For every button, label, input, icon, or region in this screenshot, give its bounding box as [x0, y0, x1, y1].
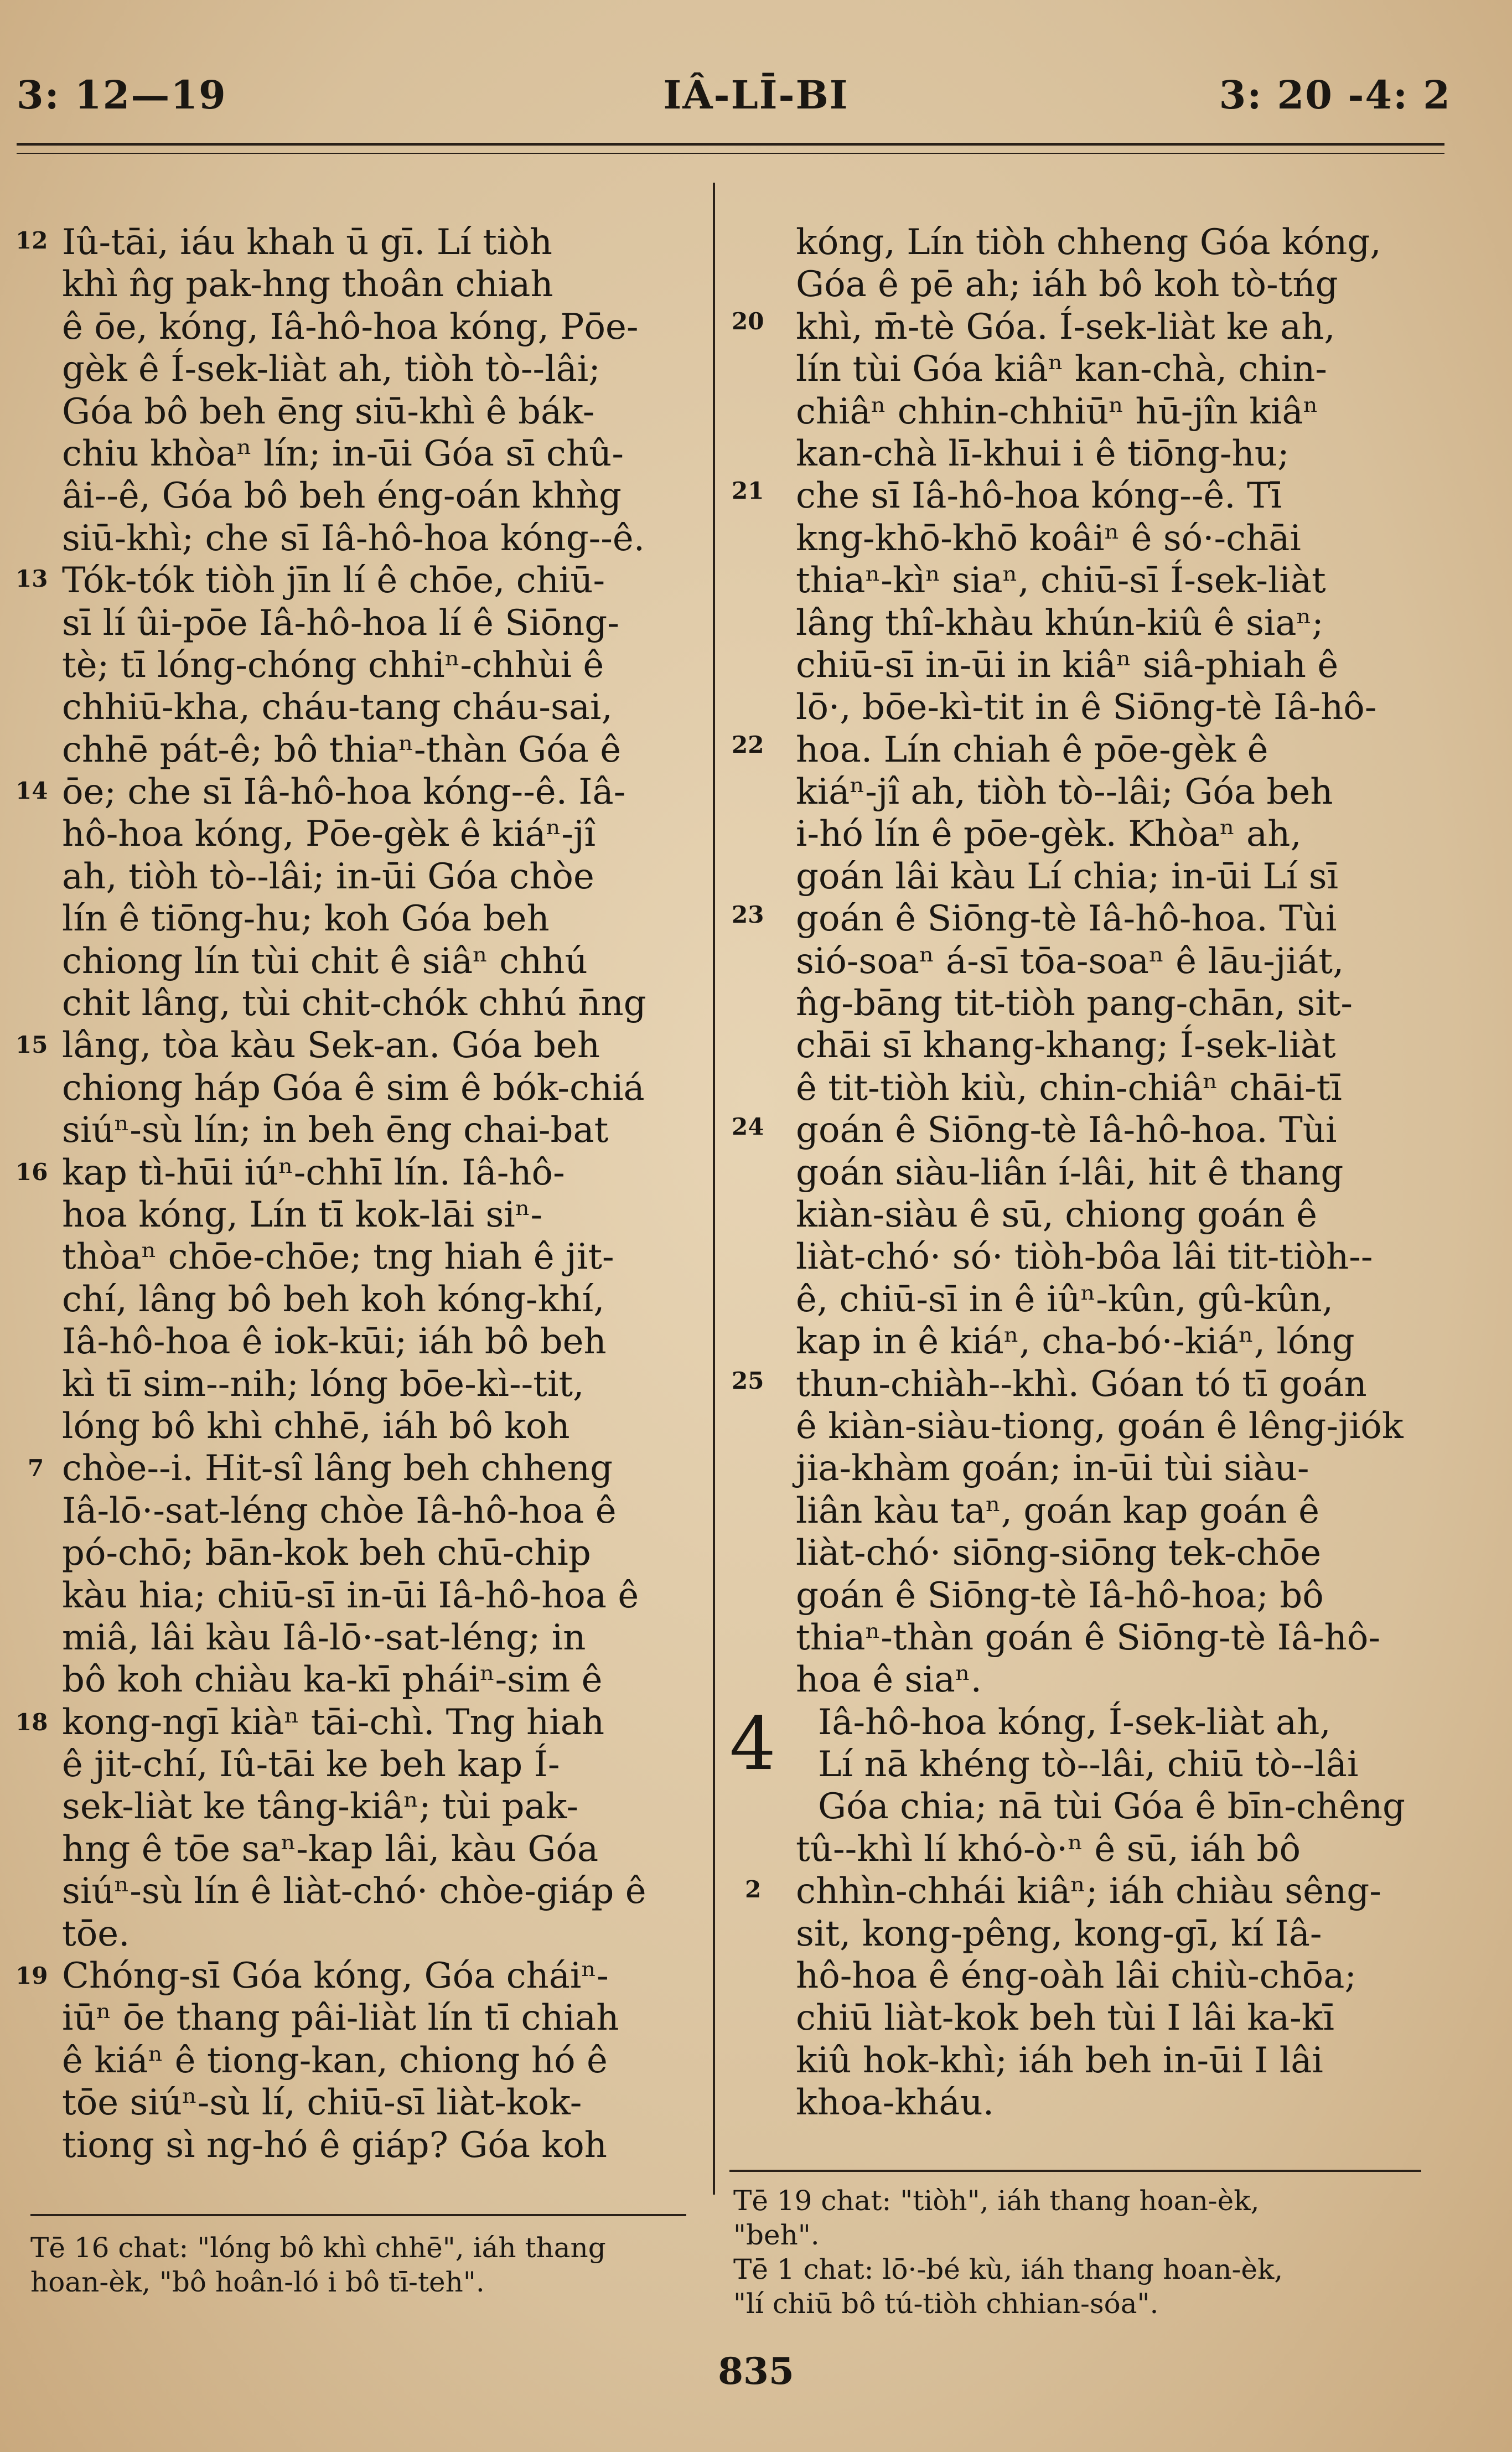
footnotes-right	[733, 2184, 1283, 2321]
text-line: khoa-kháu.	[796, 2082, 995, 2124]
text-line: âi--ê, Góa bô beh éng-oán khǹg	[62, 475, 622, 517]
text-line: kap tì-hūi iúⁿ-chhī lín. Iâ-hô-	[62, 1152, 565, 1193]
text-line: thiaⁿ-kìⁿ siaⁿ, chiū-sī Í-sek-liàt	[796, 560, 1326, 602]
text-line: kiàn-siàu ê sū, chiong goán ê	[796, 1194, 1317, 1235]
text-line: gèk ê Í-sek-liàt ah, tiòh tò--lâi;	[62, 349, 600, 390]
text-line: tiong sì ng-hó ê giáp? Góa koh	[62, 2124, 607, 2166]
text-line: Iâ-hô-hoa ê iok-kūi; iáh bô beh	[62, 1321, 607, 1363]
text-line: lō·, bōe-kì-tit in ê Siōng-tè Iâ-hô-	[796, 687, 1377, 728]
text-line: tōe.	[62, 1913, 130, 1954]
verse-number: 18	[15, 1709, 48, 1736]
verse-number: 22	[732, 731, 764, 758]
footnote-rule-left	[30, 2214, 686, 2216]
text-line: siū-khì; che sī Iâ-hô-hoa kóng--ê.	[62, 518, 645, 559]
footnote-line: "beh".	[733, 2219, 820, 2251]
text-line: thòaⁿ chōe-chōe; tng hiah ê jit-	[62, 1237, 614, 1278]
right-text-column	[796, 221, 1405, 2124]
text-line: chhē pát-ê; bô thiaⁿ-thàn Góa ê	[62, 729, 622, 770]
footnotes-left	[30, 2231, 606, 2299]
text-line: ê kiàn-siàu-tiong, goán ê lêng-jiók	[796, 1405, 1404, 1447]
text-line: hoa. Lín chiah ê pōe-gèk ê	[796, 729, 1268, 770]
left-text-column	[62, 221, 646, 2166]
column-divider	[713, 183, 715, 2195]
chapter-number: 4	[729, 1701, 776, 1787]
text-line: lâng thî-khàu khún-kiû ê siaⁿ;	[796, 602, 1324, 644]
text-line: Góa bô beh ēng siū-khì ê bák-	[62, 391, 595, 432]
text-line: kan-chà lī-khui i ê tiōng-hu;	[796, 433, 1290, 474]
footnote-line: hoan-èk, "bô hoân-ló i bô tī-teh".	[30, 2266, 485, 2298]
verse-number: 25	[732, 1367, 764, 1394]
text-line: chiâⁿ chhin-chhiūⁿ hū-jîn kiâⁿ	[796, 391, 1319, 432]
text-line: bô koh chiàu ka-kī pháiⁿ-sim ê	[62, 1659, 603, 1701]
text-line: Iû-tāi, iáu khah ū gī. Lí tiòh	[62, 222, 552, 263]
text-line: tû--khì lí khó-ò·ⁿ ê sū, iáh bô	[796, 1828, 1301, 1870]
text-line: jia-khàm goán; in-ūi tùi siàu-	[796, 1448, 1309, 1489]
header-rule	[17, 143, 1444, 146]
text-line: n̂g-bāng tit-tiòh pang-chān, sit-	[796, 983, 1353, 1025]
header-rule-thin	[17, 153, 1444, 154]
text-line: Iâ-hô-hoa kóng, Í-sek-liàt ah,	[818, 1701, 1331, 1743]
verse-number: 7	[28, 1455, 44, 1482]
text-line: Iâ-lō·-sat-léng chòe Iâ-hô-hoa ê	[62, 1490, 617, 1532]
text-line: liàt-chó· só· tiòh-bôa lâi tit-tiòh--	[796, 1237, 1373, 1278]
text-line: pó-chō; bān-kok beh chū-chip	[62, 1533, 591, 1574]
text-line: lóng bô khì chhē, iáh bô koh	[62, 1405, 570, 1447]
text-line: chhiū-kha, cháu-tang cháu-sai,	[62, 687, 613, 728]
text-line: hoa ê siaⁿ.	[796, 1659, 982, 1701]
text-line: goán ê Siōng-tè Iâ-hô-hoa. Tùi	[796, 898, 1337, 940]
text-line: thiaⁿ-thàn goán ê Siōng-tè Iâ-hô-	[796, 1617, 1380, 1658]
text-line: Chóng-sī Góa kóng, Góa cháiⁿ-	[62, 1956, 609, 1997]
text-line: chāi sī khang-khang; Í-sek-liàt	[796, 1025, 1336, 1067]
text-line: chòe--i. Hit-sî lâng beh chheng	[62, 1448, 613, 1489]
footnote-line: Tē 1 chat: lō·-bé kù, iáh thang hoan-èk,	[733, 2253, 1283, 2285]
header-chapter-range-right: 3: 20 -4: 2	[1219, 72, 1451, 118]
text-line: tōe siúⁿ-sù lí, chiū-sī liàt-kok-	[62, 2082, 582, 2124]
verse-number: 2	[745, 1876, 762, 1903]
text-line: kàu hia; chiū-sī in-ūi Iâ-hô-hoa ê	[62, 1575, 639, 1616]
text-line: sek-liàt ke tâng-kiâⁿ; tùi pak-	[62, 1786, 578, 1828]
text-line: ê ōe, kóng, Iâ-hô-hoa kóng, Pōe-	[62, 306, 639, 348]
verse-number: 19	[15, 1962, 48, 1989]
text-line: kong-ngī kiàⁿ tāi-chì. Tng hiah	[62, 1701, 605, 1743]
text-line: lâng, tòa kàu Sek-an. Góa beh	[62, 1025, 600, 1067]
text-line: miâ, lâi kàu Iâ-lō·-sat-léng; in	[62, 1617, 586, 1658]
text-line: khì, m̄-tè Góa. Í-sek-liàt ke ah,	[796, 306, 1335, 348]
text-line: Góa ê pē ah; iáh bô koh tò-tńg	[796, 264, 1338, 306]
text-line: chiū liàt-kok beh tùi I lâi ka-kī	[796, 1998, 1334, 2039]
text-line: lín ê tiōng-hu; koh Góa beh	[62, 898, 550, 940]
text-line: kiû hok-khì; iáh beh in-ūi I lâi	[796, 2040, 1323, 2081]
verse-number: 15	[15, 1031, 48, 1058]
text-line: siúⁿ-sù lín; in beh ēng chai-bat	[62, 1110, 609, 1151]
text-line: hô-hoa ê éng-oàh lâi chiù-chōa;	[796, 1956, 1356, 1997]
verse-number: 21	[732, 477, 764, 504]
text-line: chí, lâng bô beh koh kóng-khí,	[62, 1279, 605, 1320]
text-line: goán ê Siōng-tè Iâ-hô-hoa. Tùi	[796, 1110, 1337, 1151]
text-line: liàt-chó· siōng-siōng tek-chōe	[796, 1533, 1322, 1574]
text-line: khì n̂g pak-hng thoân chiah	[62, 264, 553, 306]
text-line: Tók-tók tiòh jīn lí ê chōe, chiū-	[62, 560, 605, 602]
verse-number: 13	[15, 565, 48, 592]
text-line: Lí nā khéng tò--lâi, chiū tò--lâi	[818, 1744, 1359, 1786]
text-line: i-hó lín ê pōe-gèk. Khòaⁿ ah,	[796, 814, 1302, 855]
text-line: ê tit-tiòh kiù, chin-chiâⁿ chāi-tī	[796, 1067, 1342, 1109]
text-line: sió-soaⁿ á-sī tōa-soaⁿ ê lāu-jiát,	[796, 940, 1344, 982]
footnote-line: Tē 16 chat: "lóng bô khì chhē", iáh thang	[30, 2232, 606, 2264]
text-line: tè; tī lóng-chóng chhiⁿ-chhùi ê	[62, 644, 604, 686]
verse-number: 14	[15, 777, 48, 804]
text-line: liân kàu taⁿ, goán kap goán ê	[796, 1490, 1319, 1532]
text-line: kap in ê kiáⁿ, cha-bó·-kiáⁿ, lóng	[796, 1321, 1355, 1363]
text-line: chit lâng, tùi chit-chók chhú n̄ng	[62, 983, 646, 1025]
text-line: kiáⁿ-jî ah, tiòh tò--lâi; Góa beh	[796, 772, 1333, 813]
header-book-title: IÂ-LĪ-BI	[663, 72, 849, 118]
verse-number: 23	[732, 901, 764, 928]
verse-number: 24	[732, 1113, 764, 1140]
text-line: kóng, Lín tiòh chheng Góa kóng,	[796, 222, 1381, 263]
text-line: hoa kóng, Lín tī kok-lāi siⁿ-	[62, 1194, 543, 1235]
text-line: sī lí ûi-pōe Iâ-hô-hoa lí ê Siōng-	[62, 602, 619, 644]
text-line: kì tī sim--nih; lóng bōe-kì--tit,	[62, 1363, 584, 1405]
text-line: che sī Iâ-hô-hoa kóng--ê. Tī	[796, 475, 1282, 517]
text-line: chiū-sī in-ūi in kiâⁿ siâ-phiah ê	[796, 644, 1339, 686]
text-line: Góa chia; nā tùi Góa ê bīn-chêng	[818, 1786, 1405, 1828]
text-line: lín tùi Góa kiâⁿ kan-chà, chin-	[796, 349, 1327, 390]
text-line: siúⁿ-sù lín ê liàt-chó· chòe-giáp ê	[62, 1871, 646, 1912]
text-line: goán lâi kàu Lí chia; in-ūi Lí sī	[796, 856, 1339, 897]
text-line: chhìn-chhái kiâⁿ; iáh chiàu sêng-	[796, 1871, 1381, 1912]
footnote-line: "lí chiū bô tú-tiòh chhian-sóa".	[733, 2288, 1159, 2320]
footnote-rule-right	[729, 2170, 1421, 2172]
text-line: goán ê Siōng-tè Iâ-hô-hoa; bô	[796, 1575, 1324, 1616]
header-chapter-range-left: 3: 12—19	[17, 72, 227, 118]
text-line: ah, tiòh tò--lâi; in-ūi Góa chòe	[62, 856, 594, 897]
text-line: iūⁿ ōe thang pâi-liàt lín tī chiah	[62, 1998, 619, 2039]
verse-number: 20	[732, 308, 764, 335]
verse-number: 12	[15, 227, 48, 254]
text-line: chiu khòaⁿ lín; in-ūi Góa sī chû-	[62, 433, 624, 474]
verse-number: 16	[15, 1158, 48, 1186]
text-line: hng ê tōe saⁿ-kap lâi, kàu Góa	[62, 1828, 599, 1870]
text-line: ê kiáⁿ ê tiong-kan, chiong hó ê	[62, 2040, 608, 2081]
text-line: goán siàu-liân í-lâi, hit ê thang	[796, 1152, 1344, 1193]
text-line: ê jit-chí, Iû-tāi ke beh kap Í-	[62, 1744, 560, 1786]
text-line: sit, kong-pêng, kong-gī, kí Iâ-	[796, 1913, 1322, 1954]
text-line: ōe; che sī Iâ-hô-hoa kóng--ê. Iâ-	[62, 772, 626, 813]
text-line: hô-hoa kóng, Pōe-gèk ê kiáⁿ-jî	[62, 814, 596, 855]
text-line: thun-chiàh--khì. Góan tó tī goán	[796, 1363, 1367, 1405]
footnote-line: Tē 19 chat: "tiòh", iáh thang hoan-èk,	[733, 2185, 1260, 2217]
text-line: chiong háp Góa ê sim ê bók-chiá	[62, 1067, 645, 1109]
text-line: ê, chiū-sī in ê iûⁿ-kûn, gû-kûn,	[796, 1279, 1334, 1320]
text-line: kng-khō-khō koâiⁿ ê só·-chāi	[796, 518, 1301, 559]
page-number: 835	[718, 2350, 794, 2393]
text-line: chiong lín tùi chit ê siâⁿ chhú	[62, 940, 588, 982]
